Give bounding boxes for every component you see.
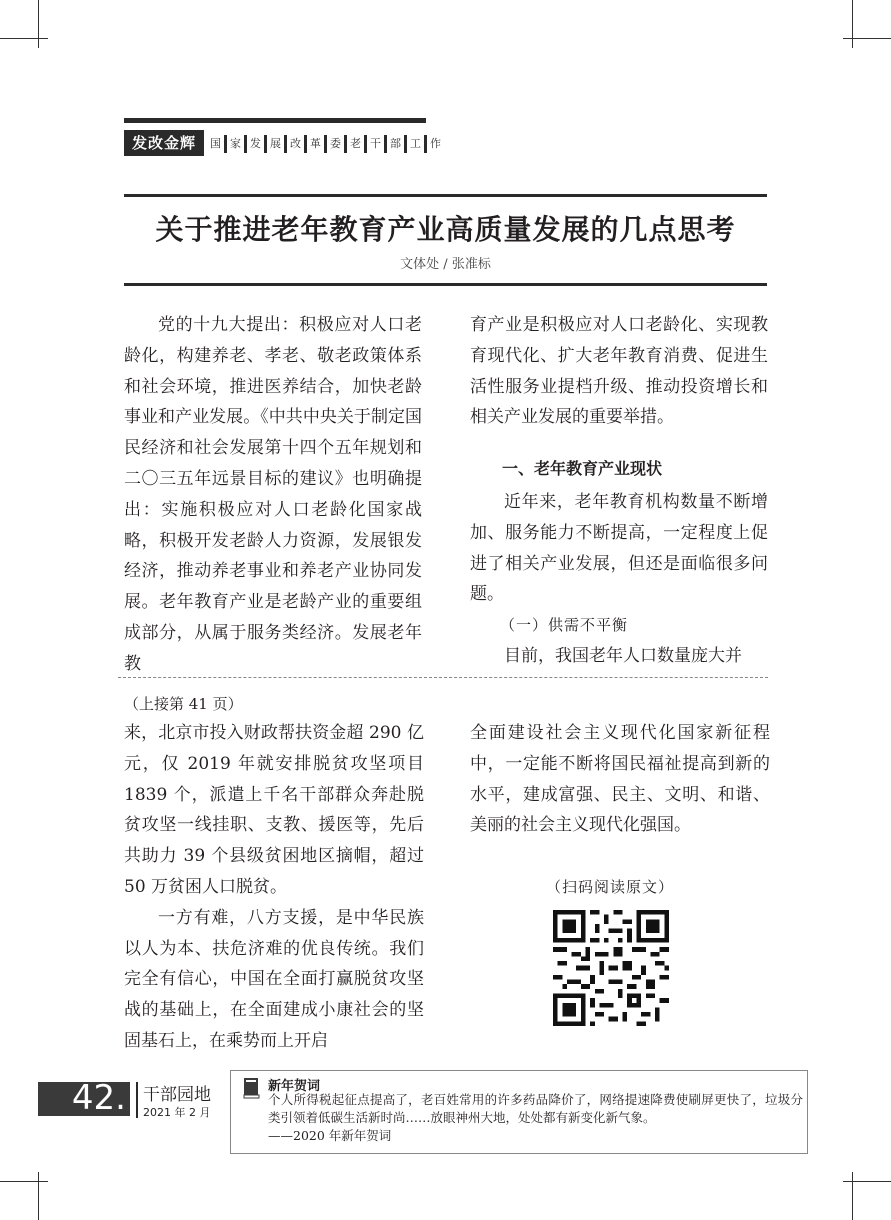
book-icon	[242, 1076, 262, 1100]
greeting-source: ——2020 年新年贺词	[268, 1128, 392, 1143]
title-bottom-rule	[124, 283, 767, 286]
qr-code-icon[interactable]	[553, 910, 669, 1026]
unit-char: 委	[324, 135, 344, 153]
greeting-body	[268, 1091, 803, 1145]
paragraph: 党的十九大提出：积极应对人口老龄化，构建养老、孝老、敬老政策体系和社会环境，推进医养结合，加快老龄事业和产业发展。《中共中央关于制定国民经济和社会发展第十四个五年规划和二〇三五年远景目标的建议》也明确提出：实施积极应对人口老龄化国家战略，积极开发老龄人力资源，发展银发经济，推动养老事业和养老产业协同发展。老年教育产业是老龄产业的重要组成部分，从属于服务类经济。发展老年教	[124, 315, 422, 674]
title-top-rule	[124, 194, 767, 197]
paragraph: 育产业是积极应对人口老龄化、实现教育现代化、扩大老年教育消费、促进生活性服务业提档升级、推动投资增长和相关产业发展的重要举措。	[470, 315, 768, 428]
page-number: 42.	[71, 1078, 126, 1118]
crop-mark-br-h	[843, 1181, 891, 1182]
unit-char: 家	[224, 135, 244, 153]
unit-char: 作	[424, 135, 444, 153]
section-divider	[118, 677, 768, 678]
crop-mark-tl-v	[38, 0, 39, 48]
crop-mark-bl-v	[38, 1172, 39, 1220]
unit-char: 革	[304, 135, 324, 153]
paragraph: 一方有难，八方支援，是中华民族以人为本、扶危济难的优良传统。我们完全有信心，中国在全面打赢脱贫攻坚战的基础上，在全面建成小康社会的坚固基石上，在乘势而上开启	[124, 907, 424, 1051]
crop-mark-tr-v	[852, 0, 853, 48]
paragraph: 来，北京市投入财政帮扶资金超 290 亿元，仅 2019 年就安排脱贫攻坚项目 1839 个，派遣上千名干部群众奔赴脱贫攻坚一线挂职、支教、援医等，先后共助力 39 个县级贫困地区摘帽，超过 50 万贫困人口脱贫。	[124, 723, 424, 897]
unit-char: 部	[384, 135, 404, 153]
header-top-rule	[124, 118, 426, 123]
article-column-right	[470, 310, 768, 672]
article-byline: 文体处 / 张准标	[400, 257, 491, 272]
unit-char: 展	[264, 135, 284, 153]
paragraph: 近年来，老年教育机构数量不断增加、服务能力不断提高，一定程度上促进了相关产业发展，但还是面临很多问题。	[470, 491, 768, 605]
article-title: 关于推进老年教育产业高质量发展的几点思考	[155, 213, 736, 246]
continued-label: （上接第 41 页）	[124, 695, 243, 713]
unit-char: 改	[284, 135, 304, 153]
unit-char: 发	[244, 135, 264, 153]
unit-char: 工	[404, 135, 424, 153]
unit-char: 干	[364, 135, 384, 153]
unit-char: 国	[210, 137, 221, 150]
crop-mark-br-v	[852, 1172, 853, 1220]
unit-char: 老	[344, 135, 364, 153]
paragraph: 目前，我国老年人口数量庞大并	[504, 645, 742, 666]
footer-divider	[136, 1082, 138, 1118]
issue-date: 2021 年 2 月	[143, 1106, 211, 1119]
subheading: （一）供需不平衡	[500, 616, 629, 635]
section-tag: 发改金辉	[124, 130, 204, 156]
article-column-left	[124, 310, 422, 680]
crop-mark-tl-h	[0, 38, 48, 39]
greeting-text: 个人所得税起征点提高了，老百姓常用的许多药品降价了，网络提速降费使刷屏更快了，垃圾分类引领着低碳生活新时尚……放眼神州大地，处处都有新变化新气象。	[268, 1092, 803, 1125]
continued-column-left	[124, 690, 424, 1057]
magazine-name: 干部园地	[143, 1085, 211, 1105]
paragraph: 全面建设社会主义现代化国家新征程中，一定能不断将国民福祉提高到新的水平，建成富强、民主、文明、和谐、美丽的社会主义现代化强国。	[470, 723, 770, 836]
greeting-title: 新年贺词	[268, 1079, 321, 1094]
section-heading: 一、老年教育产业现状	[502, 459, 663, 479]
unit-name	[210, 135, 444, 153]
crop-mark-tr-h	[843, 38, 891, 39]
crop-mark-bl-h	[0, 1181, 48, 1182]
continued-column-right	[470, 718, 770, 841]
qr-caption: （扫码阅读原文）	[545, 878, 674, 896]
